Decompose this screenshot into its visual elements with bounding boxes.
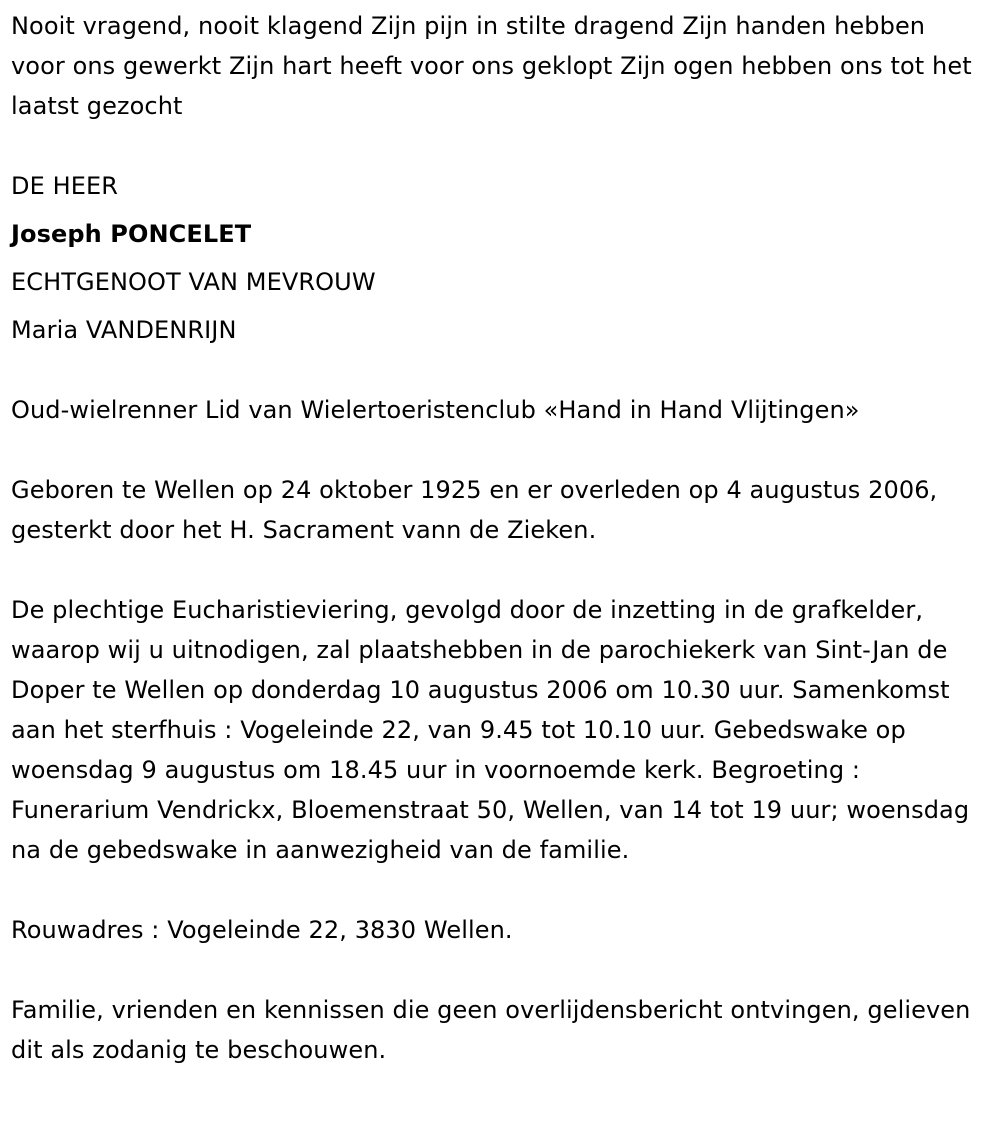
spouse-name: Maria VANDENRIJN <box>11 316 237 344</box>
spacer <box>11 126 982 166</box>
occupation-text: Oud-wielrenner Lid van Wielertoeristenclub «Hand in Hand Vlijtingen» <box>11 396 860 424</box>
spacer <box>11 950 982 990</box>
deceased-name: Joseph PONCELET <box>11 220 252 248</box>
spouse-label: ECHTGENOOT VAN MEVROUW <box>11 268 376 296</box>
spacer <box>11 550 982 590</box>
closing-note: Familie, vrienden en kennissen die geen overlijdensbericht ontvingen, gelieven dit als zodanig te beschouwen. <box>11 996 971 1064</box>
salutation: DE HEER <box>11 172 119 200</box>
spacer <box>11 870 982 910</box>
spacer <box>11 430 982 470</box>
birth-death-text: Geboren te Wellen op 24 oktober 1925 en er overleden op 4 augustus 2006, gesterkt door het H. Sacrament vann de Zieken. <box>11 476 938 544</box>
mourning-address: Rouwadres : Vogeleinde 22, 3830 Wellen. <box>11 916 513 944</box>
spacer <box>11 350 982 390</box>
name-block <box>11 162 982 354</box>
poem-text: Nooit vragend, nooit klagend Zijn pijn in stilte dragend Zijn handen hebben voor ons gewerkt Zijn hart heeft voor ons geklopt Zijn ogen hebben ons tot het laatst gezocht <box>11 12 972 120</box>
ceremony-text: De plechtige Eucharistieviering, gevolgd door de inzetting in de grafkelder, waarop wij u uitnodigen, zal plaatshebben in de parochiekerk van Sint-Jan de Doper te Wellen op donderdag 10 augustus 2006 om 10.30 uur. Samenkomst aan het sterfhuis : Vogeleinde 22, van 9.45 tot 10.10 uur. Gebedswake op woensdag 9 augustus om 18.45 uur in voornoemde kerk. Begroeting : Funerarium Vendrickx, Bloemenstraat 50, Wellen, van 14 tot 19 uur; woensdag na de gebedswake in aanwezigheid van de familie. <box>11 596 970 864</box>
